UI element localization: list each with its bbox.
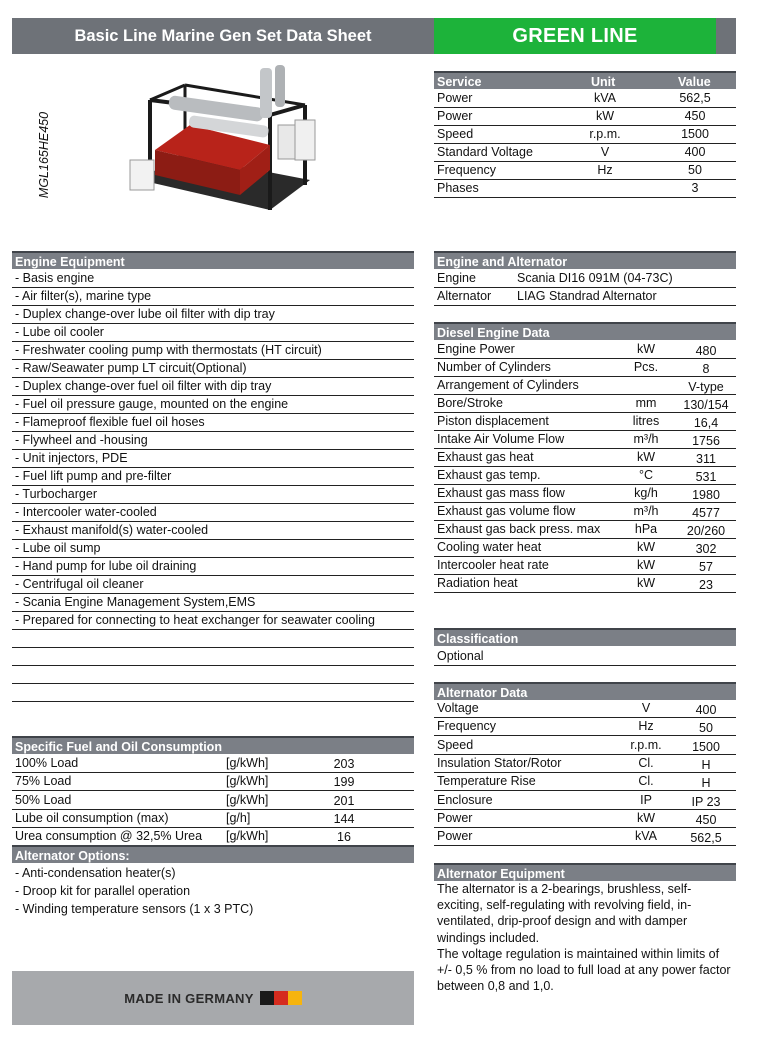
diesel-value: 4577 <box>692 506 720 520</box>
diesel-unit: °C <box>638 468 654 482</box>
diesel-param: Number of Cylinders <box>437 360 551 374</box>
service-row <box>434 108 736 126</box>
alternator-equipment-text <box>437 881 733 994</box>
diesel-param: Exhaust gas back press. max <box>437 522 601 536</box>
model-code: MGL165HE450 <box>37 111 51 199</box>
diesel-row <box>434 521 736 539</box>
fuel-oil-row <box>12 755 414 773</box>
engine-equipment-label: - Lube oil sump <box>15 541 101 555</box>
engine-equipment-label: - Fuel oil pressure gauge, mounted on the engine <box>15 397 289 411</box>
fuel-oil-value: 201 <box>333 793 355 808</box>
engine-equipment-item <box>12 576 414 594</box>
alternator-option-item: - Winding temperature sensors (1 x 3 PTC) <box>15 902 254 916</box>
alternator-param: Voltage <box>437 701 479 715</box>
diesel-param: Exhaust gas volume flow <box>437 504 576 518</box>
diesel-param: Cooling water heat <box>437 540 542 554</box>
alternator-data-row <box>434 792 736 810</box>
alternator-data-row <box>434 828 736 846</box>
engine-equipment-item <box>12 594 414 612</box>
header-tail <box>716 18 736 54</box>
service-name: Phases <box>437 181 479 195</box>
engine-equipment-item <box>12 288 414 306</box>
diesel-value: 16,4 <box>693 416 719 430</box>
model-label <box>37 100 51 210</box>
service-value: 450 <box>684 109 706 123</box>
engine-equipment-label: - Fuel lift pump and pre-filter <box>15 469 172 483</box>
value-col-label: Value <box>678 75 711 89</box>
fuel-oil-label: Lube oil consumption (max) <box>15 810 169 825</box>
diesel-value: 8 <box>702 362 710 376</box>
alternator-value: 562,5 <box>690 831 722 846</box>
fuel-oil-label: Urea consumption @ 32,5% Urea <box>15 829 203 844</box>
sheet-title: Basic Line Marine Gen Set Data Sheet <box>12 18 434 54</box>
diesel-value: 1756 <box>692 434 720 448</box>
service-unit: kVA <box>594 91 616 105</box>
diesel-row <box>434 395 736 413</box>
alternator-unit: kW <box>636 810 656 825</box>
classification-value: Optional <box>437 649 484 663</box>
service-value: 1500 <box>681 127 709 141</box>
engine-equipment-label: - Duplex change-over lube oil filter with dip tray <box>15 307 275 321</box>
alternator-value: 450 <box>695 812 717 827</box>
diesel-value: 311 <box>696 452 716 466</box>
fuel-oil-unit: [g/kWh] <box>226 774 269 789</box>
service-row <box>434 90 736 108</box>
engine-equipment-item <box>12 450 414 468</box>
service-unit: Hz <box>597 163 613 177</box>
alternator-param: Power <box>437 810 473 825</box>
diesel-param: Arrangement of Cylinders <box>437 378 579 392</box>
fuel-oil-row <box>12 810 414 828</box>
engine-equipment-item <box>12 342 414 360</box>
diesel-value: 480 <box>695 344 717 358</box>
diesel-unit: kW <box>636 558 656 572</box>
service-value: 400 <box>684 145 706 159</box>
engine-equipment-label: - Centrifugal oil cleaner <box>15 577 144 591</box>
diesel-value: 1980 <box>692 488 720 502</box>
fuel-oil-header: Specific Fuel and Oil Consumption <box>12 736 414 754</box>
diesel-value: V-type <box>688 380 724 394</box>
alternator-param: Insulation Stator/Rotor <box>437 755 562 770</box>
diesel-row <box>434 557 736 575</box>
alternator-data-header: Alternator Data <box>434 682 736 700</box>
engine-equipment-item <box>12 270 414 288</box>
engine-equipment-label: - Raw/Seawater pump LT circuit(Optional) <box>15 361 247 375</box>
engine-equipment-label: - Turbocharger <box>15 487 97 501</box>
service-name: Standard Voltage <box>437 145 533 159</box>
engine-alternator-row <box>434 288 736 306</box>
engine-equipment-item <box>12 396 414 414</box>
fuel-oil-row <box>12 773 414 791</box>
diesel-param: Exhaust gas mass flow <box>437 486 565 500</box>
service-value: 562,5 <box>679 91 711 105</box>
diesel-row <box>434 503 736 521</box>
diesel-unit: Pcs. <box>633 360 659 374</box>
fuel-oil-unit: [g/kWh] <box>226 756 269 770</box>
made-in-germany-banner <box>12 971 414 1025</box>
service-col-label: Service <box>437 75 482 89</box>
alternator-option-item: - Droop kit for parallel operation <box>15 884 191 898</box>
alternator-unit: r.p.m. <box>630 737 662 752</box>
diesel-unit: kW <box>636 540 656 554</box>
engine-equipment-item <box>12 360 414 378</box>
diesel-unit: litres <box>632 414 660 428</box>
empty-row <box>12 630 414 648</box>
diesel-param: Exhaust gas temp. <box>437 468 541 482</box>
diesel-value: 57 <box>699 560 713 574</box>
diesel-param: Piston displacement <box>437 414 549 428</box>
fuel-oil-value: 203 <box>333 757 355 771</box>
engine-equipment-item <box>12 504 414 522</box>
diesel-value: 20/260 <box>686 524 726 538</box>
genset-image <box>120 60 320 240</box>
alternator-value: 50 <box>699 721 713 736</box>
engine-equipment-label: - Basis engine <box>15 271 95 285</box>
diesel-unit: m³/h <box>633 504 659 518</box>
service-row <box>434 180 736 198</box>
diesel-unit: kg/h <box>634 486 658 500</box>
diesel-param: Radiation heat <box>437 576 518 590</box>
engine-alternator-label: Alternator <box>437 289 492 303</box>
diesel-unit: hPa <box>634 522 658 536</box>
engine-alternator-header: Engine and Alternator <box>434 251 736 269</box>
alternator-unit: kVA <box>635 829 657 844</box>
alternator-data-row <box>434 755 736 773</box>
service-name: Frequency <box>437 163 497 177</box>
engine-alternator-label: Engine <box>437 271 476 285</box>
alternator-param: Power <box>437 829 473 844</box>
alternator-data-row <box>434 718 736 736</box>
german-flag-icon <box>260 991 302 1005</box>
alternator-value: H <box>701 776 711 791</box>
engine-alternator-value: Scania DI16 091M (04-73C) <box>517 271 673 285</box>
diesel-param: Engine Power <box>437 342 515 356</box>
service-name: Speed <box>437 127 474 141</box>
diesel-row <box>434 449 736 467</box>
engine-equipment-label: - Prepared for connecting to heat exchanger for seawater cooling <box>15 613 375 627</box>
service-unit: V <box>600 145 610 159</box>
fuel-oil-label: 100% Load <box>15 756 79 770</box>
diesel-value: 531 <box>695 470 717 484</box>
engine-equipment-item <box>12 324 414 342</box>
alternator-param: Frequency <box>437 719 497 734</box>
engine-equipment-item <box>12 540 414 558</box>
alternator-equipment-para2: The voltage regulation is maintained within limits of +/- 0,5 % from no load to full load at any power factor between 0,8 and 1,0. <box>437 946 731 994</box>
classification-row <box>434 648 736 666</box>
engine-equipment-label: - Freshwater cooling pump with thermostats (HT circuit) <box>15 343 322 357</box>
service-unit: r.p.m. <box>589 127 621 141</box>
fuel-oil-value: 144 <box>333 811 355 826</box>
alternator-param: Temperature Rise <box>437 774 536 789</box>
alternator-unit: Cl. <box>638 755 654 770</box>
engine-equipment-label: - Duplex change-over fuel oil filter with dip tray <box>15 379 272 393</box>
diesel-unit: kW <box>636 576 656 590</box>
alternator-options-header: Alternator Options: <box>12 845 414 863</box>
engine-equipment-label: - Unit injectors, PDE <box>15 451 128 465</box>
diesel-unit: kW <box>636 450 656 464</box>
alternator-value: 1500 <box>692 739 720 754</box>
diesel-row <box>434 413 736 431</box>
diesel-unit: kW <box>636 342 656 356</box>
diesel-row <box>434 377 736 395</box>
service-row <box>434 162 736 180</box>
alternator-unit: Cl. <box>638 774 654 789</box>
engine-equipment-item <box>12 378 414 396</box>
engine-equipment-item <box>12 558 414 576</box>
diesel-row <box>434 539 736 557</box>
service-name: Power <box>437 109 473 123</box>
empty-row <box>12 666 414 684</box>
fuel-oil-row <box>12 828 414 846</box>
fuel-oil-row <box>12 792 414 810</box>
alternator-value: 400 <box>695 703 717 717</box>
diesel-value: 302 <box>695 542 717 556</box>
service-name: Power <box>437 91 473 105</box>
fuel-oil-value: 199 <box>333 775 355 790</box>
engine-equipment-item <box>12 414 414 432</box>
diesel-engine-header: Diesel Engine Data <box>434 322 736 340</box>
diesel-unit: m³/h <box>633 432 659 446</box>
diesel-row <box>434 359 736 377</box>
diesel-param: Bore/Stroke <box>437 396 504 410</box>
alternator-value: IP 23 <box>691 794 721 809</box>
alternator-unit: IP <box>640 792 652 807</box>
alternator-data-row <box>434 700 736 718</box>
diesel-param: Exhaust gas heat <box>437 450 534 464</box>
empty-row <box>12 684 414 702</box>
alternator-unit: V <box>641 701 651 715</box>
engine-equipment-label: - Flameproof flexible fuel oil hoses <box>15 415 205 429</box>
engine-equipment-label: - Hand pump for lube oil draining <box>15 559 197 573</box>
service-row <box>434 126 736 144</box>
fuel-oil-value: 16 <box>337 830 351 845</box>
service-unit: kW <box>595 109 615 123</box>
engine-alternator-value: LIAG Standrad Alternator <box>517 289 657 303</box>
alternator-param: Speed <box>437 737 474 752</box>
engine-equipment-label: - Lube oil cooler <box>15 325 104 339</box>
diesel-param: Intercooler heat rate <box>437 558 549 572</box>
engine-alternator-row <box>434 270 736 288</box>
empty-row <box>12 648 414 666</box>
engine-equipment-item <box>12 306 414 324</box>
alternator-unit: Hz <box>638 719 654 734</box>
made-in-germany-text: MADE IN GERMANY <box>124 990 254 1006</box>
engine-equipment-label: - Air filter(s), marine type <box>15 289 152 303</box>
diesel-value: 130/154 <box>683 398 729 412</box>
fuel-oil-unit: [g/kWh] <box>226 829 269 844</box>
engine-equipment-item <box>12 522 414 540</box>
alternator-data-row <box>434 773 736 791</box>
engine-equipment-item <box>12 612 414 630</box>
fuel-oil-unit: [g/h] <box>226 810 251 825</box>
engine-equipment-item <box>12 486 414 504</box>
service-value: 50 <box>688 163 702 177</box>
fuel-oil-label: 75% Load <box>15 774 72 789</box>
engine-equipment-label: - Intercooler water-cooled <box>15 505 157 519</box>
engine-equipment-item <box>12 468 414 486</box>
engine-equipment-item <box>12 432 414 450</box>
alternator-data-row <box>434 737 736 755</box>
diesel-row <box>434 485 736 503</box>
engine-equipment-label: - Scania Engine Management System,EMS <box>15 595 256 609</box>
alternator-value: H <box>701 757 711 772</box>
alternator-param: Enclosure <box>437 792 493 807</box>
engine-equipment-label: - Exhaust manifold(s) water-cooled <box>15 523 209 537</box>
service-row <box>434 144 736 162</box>
alternator-data-row <box>434 810 736 828</box>
fuel-oil-label: 50% Load <box>15 792 72 807</box>
service-header <box>434 71 736 89</box>
classification-header: Classification <box>434 628 736 646</box>
diesel-unit: mm <box>635 396 657 410</box>
service-value: 3 <box>691 181 699 195</box>
alternator-equipment-para1: The alternator is a 2-bearings, brushless, self-exciting, self-regulating with revolving field, in-ventilated, drip-proof design and with damper windings included. <box>437 882 692 945</box>
diesel-row <box>434 431 736 449</box>
engine-equipment-header: Engine Equipment <box>12 251 414 269</box>
green-line-badge: GREEN LINE <box>434 18 716 54</box>
fuel-oil-unit: [g/kWh] <box>226 792 269 807</box>
alternator-option-item: - Anti-condensation heater(s) <box>15 866 176 880</box>
engine-equipment-label: - Flywheel and -housing <box>15 433 148 447</box>
alternator-equipment-header: Alternator Equipment <box>434 863 736 881</box>
unit-col-label: Unit <box>591 75 616 89</box>
diesel-row <box>434 341 736 359</box>
diesel-row <box>434 575 736 593</box>
diesel-row <box>434 467 736 485</box>
diesel-value: 23 <box>699 578 713 592</box>
diesel-param: Intake Air Volume Flow <box>437 432 565 446</box>
